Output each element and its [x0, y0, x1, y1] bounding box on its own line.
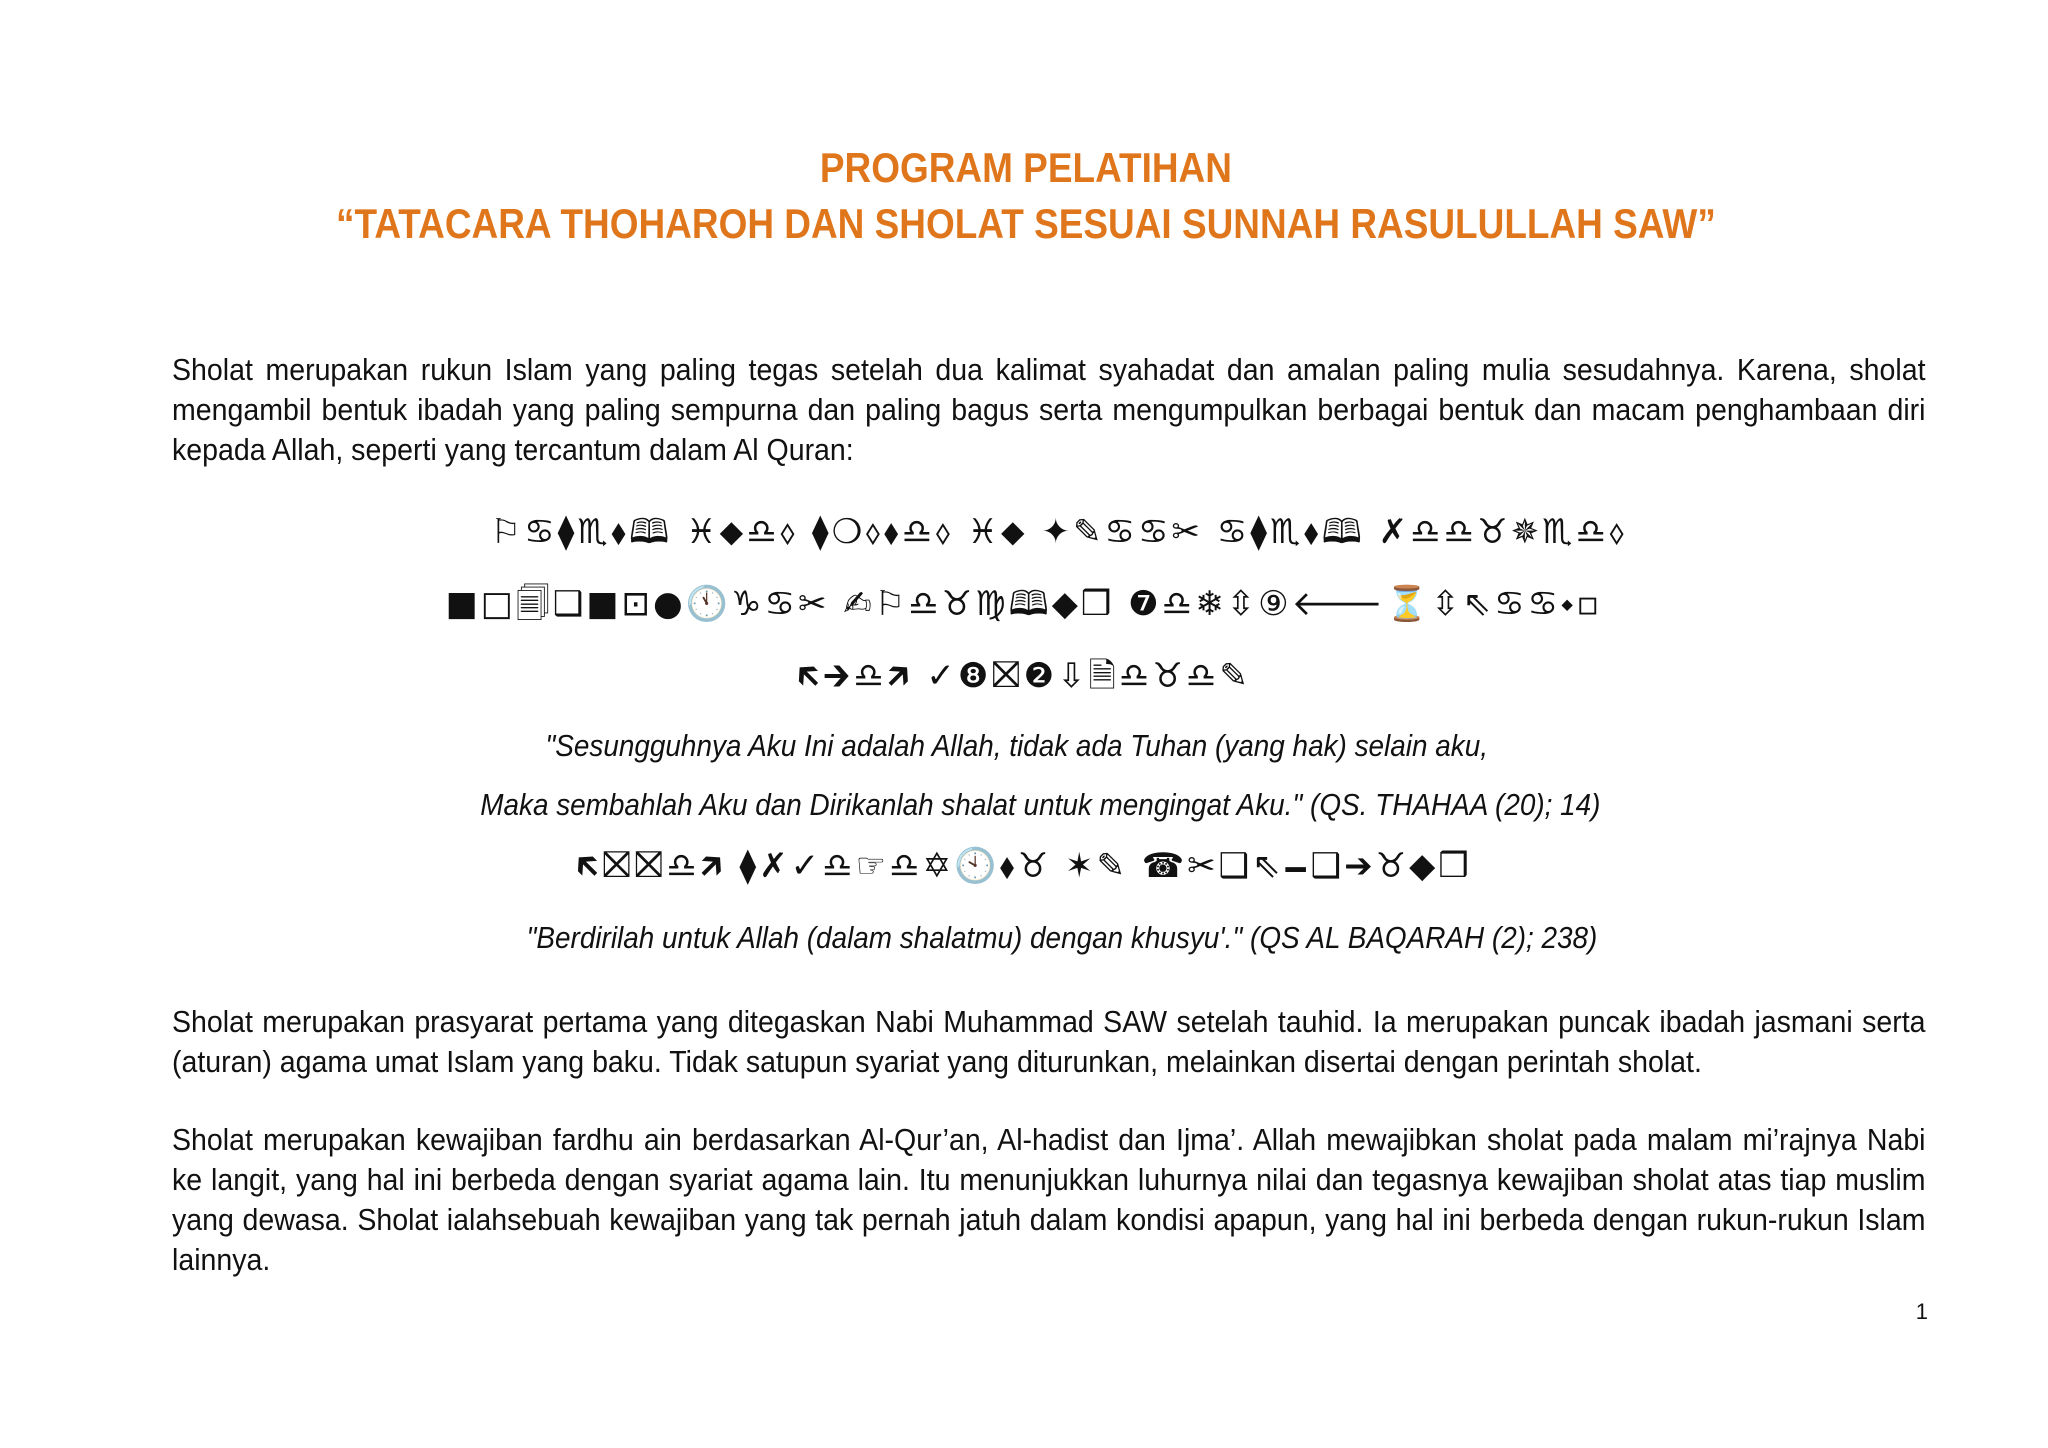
verse-1-translation-line-1: [0, 726, 2041, 766]
verse-1-arabic-line-1: ⚐♋⧫♏⬧🕮 ♓⬥♎⬨ ⧫❍⬨⬧♎⬨ ♓⬥ ✦✎♋♋✂ ♋⧫♏⬧🕮 ✗♎♎♉✵♏♎⬨: [490, 512, 1628, 552]
paragraph-prerequisite-text: Sholat merupakan prasyarat pertama yang ditegaskan Nabi Muhammad SAW setelah tauhid. Ia merupakan puncak ibadah jasmani serta (aturan) agama umat Islam yang baku. Tidak satupun syariat yang diturunkan, melainkan disertai dengan perintah sholat.: [172, 1004, 1926, 1079]
paragraph-intro-text: Sholat merupakan rukun Islam yang paling tegas setelah dua kalimat syahadat dan amalan paling mulia sesudahnya. Karena, sholat mengambil bentuk ibadah yang paling sempurna dan paling bagus serta mengumpulkan berbagai bentuk dan macam penghambaan diri kepada Allah, seperti yang tercantum dalam Al Quran:: [172, 352, 1926, 467]
page-title-line-2: “TATACARA THOHAROH DAN SHOLAT SESUAI SUNNAH RASULULLAH SAW”: [336, 200, 1716, 247]
verse-1-translation-line-2-text: Maka sembahlah Aku dan Dirikanlah shalat untuk mengingat Aku." (QS. THAHAA (20); 14): [479, 787, 1601, 822]
verse-2-translation-text: "Berdirilah untuk Allah (dalam shalatmu) dengan khusyu'." (QS AL BAQARAH (2); 238): [526, 920, 1598, 955]
paragraph-obligation-text: Sholat merupakan kewajiban fardhu ain berdasarkan Al-Qur’an, Al-hadist dan Ijma’. Allah mewajibkan sholat pada malam mi’rajnya Nabi ke langit, yang hal ini berbeda dengan syariat agama lain. Itu menunjukkan luhurnya nilai dan tegasnya kewajiban sholat atas tiap muslim yang dewasa. Sholat ialahsebuah kewajiban yang tak pernah jatuh dalam kondisi apapun, yang hal ini berbeda dengan rukun-rukun Islam lainnya.: [172, 1122, 1926, 1277]
paragraph-obligation: [172, 1120, 1926, 1280]
verse-2-translation: [38, 918, 2048, 958]
verse-1-translation-line-2: [16, 785, 2048, 825]
verse-1-translation-line-1-text: "Sesungguhnya Aku Ini adalah Allah, tidak ada Tuhan (yang hak) selain aku,: [545, 728, 1489, 763]
paragraph-prerequisite: [172, 1002, 1926, 1082]
page-number: 1: [1915, 1299, 1928, 1324]
paragraph-intro: [172, 350, 1926, 470]
page-title-line-1: PROGRAM PELATIHAN: [819, 144, 1232, 191]
verse-2-arabic-line: 🡴⛝⛝♎🡵 ⧫✗✓♎☞♎✡🕙⬧♉ ✶✎ ☎✂❑⇖🗕❑➔♉◆❒: [576, 846, 1472, 886]
verse-1-arabic-line-3: 🡴🡲♎🡵 ✓❽⛝❷⇩🗎♎♉♎✎: [797, 656, 1251, 696]
verse-1-arabic-line-2: ■□🗐❑■⊡●🕚♑♋✂ ✍⚐♎♉♍🕮◆❒ ❼♎❄⇳⑨🡐⏳⇳⇖♋♋⬩▫: [445, 584, 1603, 624]
